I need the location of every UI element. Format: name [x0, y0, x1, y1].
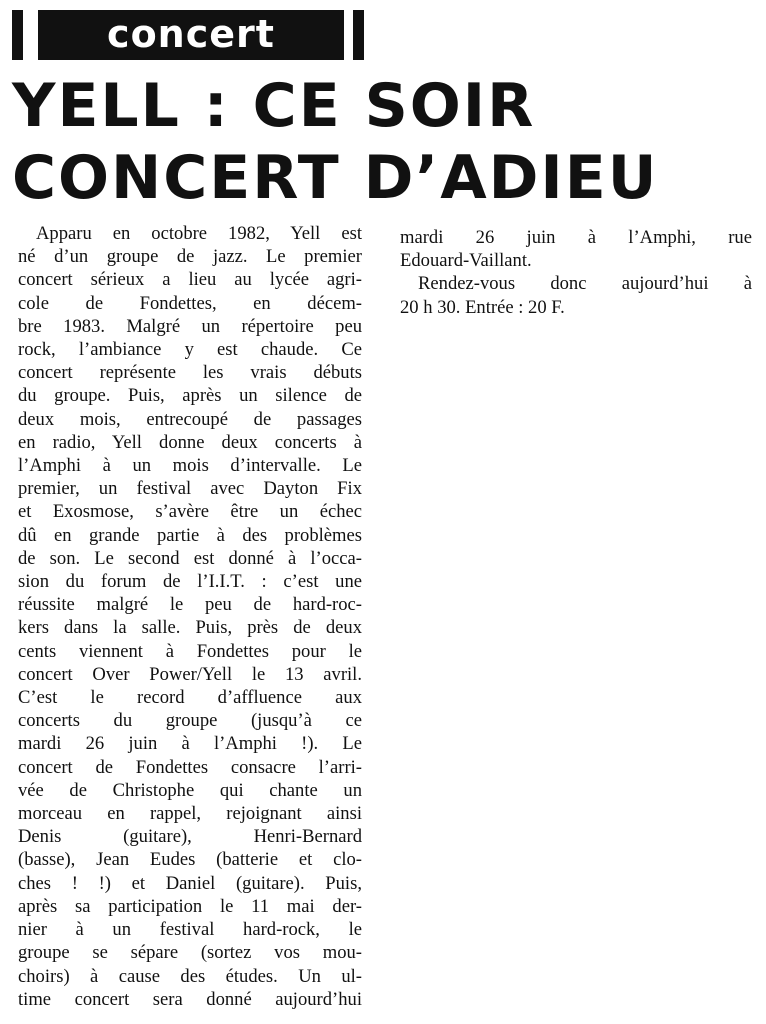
body-line: en radio, Yell donne deux concerts à [18, 431, 362, 453]
body-line: groupe se sépare (sortez vos mou- [18, 942, 362, 964]
headline [12, 70, 762, 214]
headline-line: YELL : CE SOIR [12, 71, 536, 141]
body-line: de son. Le second est donné à l’occa- [18, 547, 362, 569]
body-line: deux mois, entrecoupé de passages [18, 408, 362, 430]
body-line: premier, un festival avec Dayton Fix [18, 478, 362, 500]
rubric-bar-left [12, 10, 23, 60]
body-line: mardi 26 juin à l’Amphi, rue [400, 227, 752, 248]
body-line: concert sérieux a lieu au lycée agri- [18, 269, 362, 291]
body-line: vée de Christophe qui chante un [18, 779, 362, 801]
body-line: sion du forum de l’I.I.T. : c’est une [18, 571, 362, 593]
body-line: bre 1983. Malgré un répertoire peu [18, 315, 362, 337]
body-line: (basse), Jean Eudes (batterie et clo- [18, 849, 362, 871]
section-rubric [12, 10, 364, 60]
body-line: dû en grande partie à des problèmes [18, 524, 362, 546]
body-column-right [400, 226, 752, 319]
body-line: time concert sera donné aujourd’hui [18, 988, 362, 1010]
body-line: choirs) à cause des études. Un ul- [18, 965, 362, 987]
body-line: concert de Fondettes consacre l’arri- [18, 756, 362, 778]
body-line: né d’un groupe de jazz. Le premier [18, 246, 362, 268]
body-line: rock, l’ambiance y est chaude. Ce [18, 339, 362, 361]
body-line: du groupe. Puis, après un silence de [18, 385, 362, 407]
body-line: nier à un festival hard-rock, le [18, 919, 362, 941]
body-line: 20 h 30. Entrée : 20 F. [400, 296, 565, 318]
body-column-left [18, 222, 362, 1011]
rubric-bar-right [353, 10, 364, 60]
body-line: cole de Fondettes, en décem- [18, 292, 362, 314]
body-line: l’Amphi à un mois d’intervalle. Le [18, 455, 362, 477]
body-line: réussite malgré le peu de hard-roc- [18, 594, 362, 616]
rubric-label: concert [38, 10, 344, 60]
body-line: morceau en rappel, rejoignant ainsi [18, 803, 362, 825]
headline-line: CONCERT D’ADIEU [12, 143, 659, 213]
body-line: concert Over Power/Yell le 13 avril. [18, 663, 362, 685]
body-line: mardi 26 juin à l’Amphi !). Le [18, 733, 362, 755]
body-line: cents viennent à Fondettes pour le [18, 640, 362, 662]
body-line: Edouard-Vaillant. [400, 250, 532, 272]
body-line: concerts du groupe (jusqu’à ce [18, 710, 362, 732]
body-line: après sa participation le 11 mai der- [18, 895, 362, 917]
body-line: Rendez-vous donc aujourd’hui à [418, 273, 752, 295]
body-line: Denis (guitare), Henri-Bernard [18, 826, 362, 848]
body-line: kers dans la salle. Puis, près de deux [18, 617, 362, 639]
body-line: Apparu en octobre 1982, Yell est [36, 223, 362, 244]
body-line: et Exosmose, s’avère être un échec [18, 501, 362, 523]
body-line: C’est le record d’affluence aux [18, 687, 362, 709]
body-line: ches ! !) et Daniel (guitare). Puis, [18, 872, 362, 894]
body-line: concert représente les vrais débuts [18, 362, 362, 384]
